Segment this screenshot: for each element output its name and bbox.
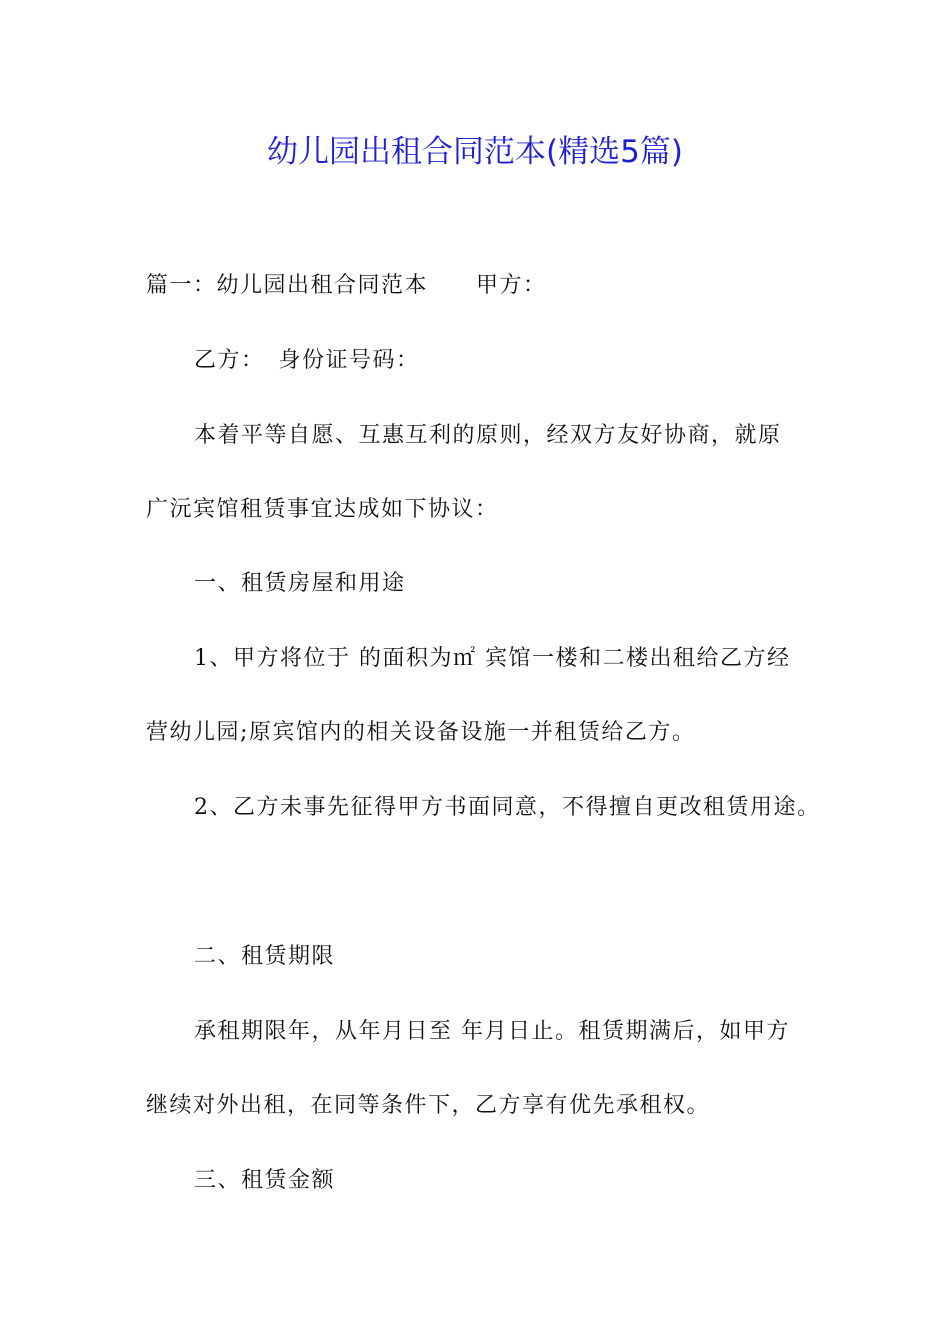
paragraph-line: 广沅宾馆租赁事宜达成如下协议： — [146, 497, 499, 522]
paragraph-line: 1、甲方将位于 的面积为㎡ 宾馆一楼和二楼出租给乙方经 — [194, 646, 791, 671]
clause-heading: 二、租赁期限 — [194, 944, 336, 969]
clause-heading: 三、租赁金额 — [194, 1168, 336, 1193]
paragraph-line: 承租期限年，从年月日至 年月日止。租赁期满后，如甲方 — [194, 1019, 790, 1044]
clause-heading: 一、租赁房屋和用途 — [194, 571, 406, 596]
party-a-label: 甲方： — [476, 273, 547, 298]
document-title: 幼儿园出租合同范本(精选5篇) — [267, 134, 683, 170]
party-b-label: 乙方： — [194, 348, 265, 373]
paragraph-line: 2、乙方未事先征得甲方书面同意，不得擅自更改租赁用途。 — [194, 795, 821, 820]
paragraph-line: 本着平等自愿、互惠互利的原则，经双方友好协商，就原 — [194, 423, 782, 448]
party-b-line — [194, 346, 420, 376]
section-one-heading-line — [146, 271, 547, 301]
paragraph-line: 继续对外出租，在同等条件下，乙方享有优先承租权。 — [146, 1093, 711, 1118]
paragraph-line: 营幼儿园;原宾馆内的相关设备设施一并租赁给乙方。 — [146, 720, 696, 745]
id-number-label: 身份证号码： — [278, 348, 420, 373]
section-one-heading: 篇一：幼儿园出租合同范本 — [146, 273, 429, 298]
